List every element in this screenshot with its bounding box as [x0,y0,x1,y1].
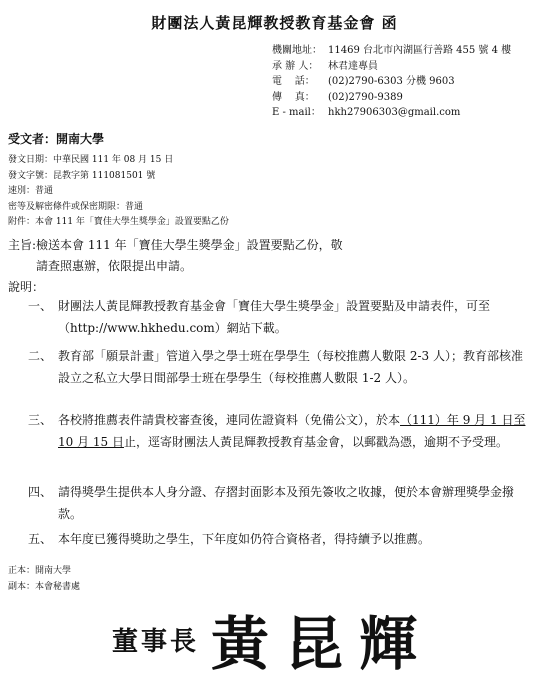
contact-label: 機關地址： [272,45,322,56]
signature-block [112,594,433,684]
attachment: 附件：本會 111 年「寶佳大學生獎學金」設置要點乙份 [8,217,229,228]
contact-handler [272,59,511,75]
issue-date: 發文日期：中華民國 111 年 08 月 15 日 [8,155,174,165]
item-number: 五、 [28,532,53,546]
item-text: 教育部「願景計畫」管道入學之學士班在學學生（每校推薦人數限 2-3 人）；教育部核准設立之私立大學日間部學士班在學學生（每校推薦人數限 1-2 人）。 [58,349,523,385]
contact-label: E - mail： [272,107,321,118]
contact-email [272,105,511,121]
item-text [58,409,530,453]
contact-label: 電 話： [272,76,315,87]
original-copy: 正本：開南大學 [8,566,72,576]
carbon-copy: 副本：本會秘書處 [8,582,81,592]
deadline-underlined: （111）年 9 月 1 日至 10 月 15 日 [58,413,526,449]
document-meta [8,153,229,231]
item-number: 一、 [28,299,53,313]
contact-address [272,43,511,59]
contact-value: 11469 台北市內湖區行善路 455 號 4 樓 [328,45,512,56]
contact-value: 林君達專員 [328,60,378,72]
contact-value: hkh27906303@gmail.com [328,107,461,118]
subject-line-2: 請查照惠辦，依限提出申請。 [36,259,193,273]
item-text-post: 止，逕寄財團法人黃昆輝教授教育基金會，以郵戳為憑，逾期不予受理。 [123,435,508,449]
recipient: 受文者：開南大學 [8,132,105,146]
contact-fax [272,90,511,106]
item-text: 請得獎學生提供本人身分證、存摺封面影本及預先簽收之收據，便於本會辦理獎學金撥款。 [58,485,515,521]
copies [8,563,80,595]
item-text: 本年度已獲得獎助之學生，下年度如仍符合資格者，得持續予以推薦。 [58,532,431,546]
signature-name: 黃昆輝 [211,610,434,678]
subject [8,235,343,277]
letter-title: 財團法人黃昆輝教授教育基金會 函 [151,14,398,32]
subject-line-1: 主旨:檢送本會 111 年「寶佳大學生獎學金」設置要點乙份，敬 [8,238,343,252]
item-number: 四、 [28,485,53,499]
explanation-heading: 說明： [8,280,45,294]
contact-value: (02)2790-6303 分機 9603 [328,76,455,87]
signature-title: 董事長 [112,626,200,657]
contact-phone [272,74,511,90]
item-text-pre: 各校將推薦表件請貴校審查後，連同佐證資料（免備公文），於本 [58,413,401,427]
contact-block [272,43,511,121]
document-number: 發文字號：昆教字第 111081501 號 [8,170,156,181]
item-number: 二、 [28,349,53,363]
contact-value: (02)2790-9389 [328,91,403,103]
item-number: 三、 [28,413,53,427]
confidentiality: 密等及解密條件或保密期限：普通 [8,201,144,212]
contact-label: 傳 真： [272,91,315,103]
item-text: 財團法人黃昆輝教授教育基金會「寶佳大學生獎學金」設置要點及申請表件，可至（http://www.hkhedu.com）網站下載。 [58,299,491,335]
delivery-speed: 速別：普通 [8,186,54,197]
contact-label: 承 辦 人： [272,60,319,72]
